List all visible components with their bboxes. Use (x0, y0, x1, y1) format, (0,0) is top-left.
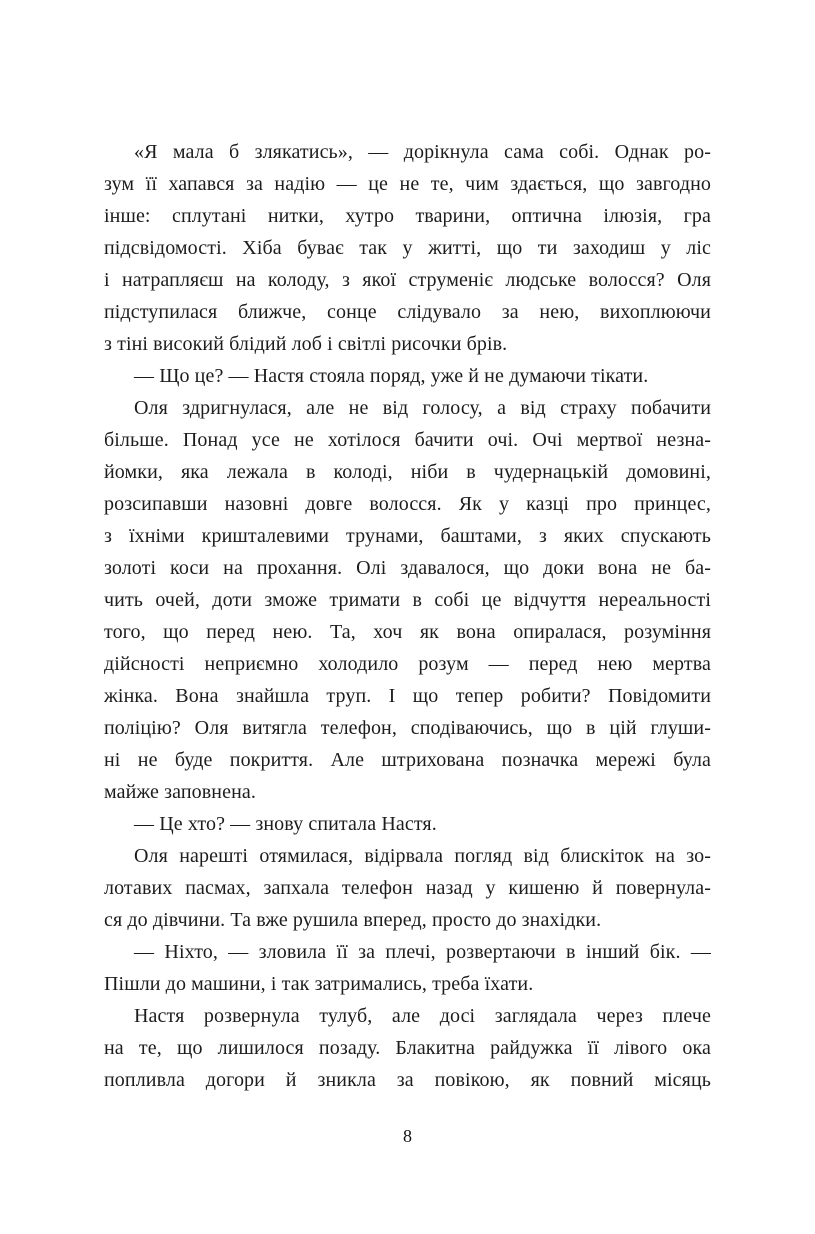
text-line: «Я мала б злякатись», — дорікнула сама собі. Однак ро- (134, 141, 711, 163)
text-line: ся до дівчини. Та вже рушила вперед, просто до знахідки. (104, 909, 602, 931)
text-line: з тіні високий блідий лоб і світлі рисочки брів. (104, 333, 508, 355)
text-line: лотавих пасмах, запхала телефон назад у кишеню й повернула- (104, 877, 711, 899)
text-line: на те, що лишилося позаду. Блакитна райдужка її лівого ока (104, 1037, 711, 1059)
text-line: Пішли до машини, і так затримались, треба їхати. (104, 973, 534, 995)
text-line: — Що це? — Настя стояла поряд, уже й не думаючи тікати. (134, 365, 649, 387)
text-line: попливла догори й зникла за повікою, як повний місяць (104, 1069, 711, 1091)
paragraph (104, 360, 711, 392)
text-line: майже заповнена. (104, 781, 256, 803)
paragraph (104, 808, 711, 840)
paragraph (104, 840, 711, 936)
text-line: того, що перед нею. Та, хоч як вона опиралася, розуміння (104, 621, 711, 643)
text-line: підступилася ближче, сонце слідувало за нею, вихоплюючи (104, 301, 711, 323)
text-line: поліцію? Оля витягла телефон, сподіваючись, що в цій глуши- (104, 717, 711, 739)
text-line: підсвідомості. Хіба буває так у житті, що ти заходиш у ліс (104, 237, 711, 259)
text-line: з їхніми кришталевими трунами, баштами, з яких спускають (104, 525, 711, 547)
text-line: — Це хто? — знову спитала Настя. (134, 813, 437, 835)
text-line: зум її хапався за надію — це не те, чим здається, що завгодно (104, 173, 711, 195)
paragraph (104, 936, 711, 1000)
text-line: золоті коси на прохання. Олі здавалося, що доки вона не ба- (104, 557, 711, 579)
text-line: Настя розвернула тулуб, але досі заглядала через плече (134, 1005, 711, 1027)
text-line: йомки, яка лежала в колоді, ніби в чудернацькій домовині, (104, 461, 711, 483)
text-line: і натрапляєш на колоду, з якої струменіє людське волосся? Оля (104, 269, 711, 291)
text-line: жінка. Вона знайшла труп. І що тепер робити? Повідомити (104, 685, 711, 707)
text-line: розсипавши назовні довге волосся. Як у казці про принцес, (104, 493, 711, 515)
paragraph (104, 136, 711, 360)
text-line: Оля здригнулася, але не від голосу, а від страху побачити (134, 397, 711, 419)
text-line: чить очей, доти зможе тримати в собі це відчуття нереальності (104, 589, 711, 611)
text-line: більше. Понад усе не хотілося бачити очі. Очі мертвої незна- (104, 429, 711, 451)
page-text-block (104, 136, 711, 1096)
text-line: дійсності неприємно холодило розум — перед нею мертва (104, 653, 711, 675)
text-line: інше: сплутані нитки, хутро тварини, оптична ілюзія, гра (104, 205, 711, 227)
page-number: 8 (403, 1126, 412, 1146)
text-line: ні не буде покриття. Але штрихована позначка мережі була (104, 749, 711, 771)
paragraph (104, 392, 711, 808)
paragraph (104, 1000, 711, 1096)
text-line: — Ніхто, — зловила її за плечі, розвертаючи в інший бік. — (134, 941, 711, 963)
text-line: Оля нарешті отямилася, відірвала погляд від блискіток на зо- (134, 845, 711, 867)
